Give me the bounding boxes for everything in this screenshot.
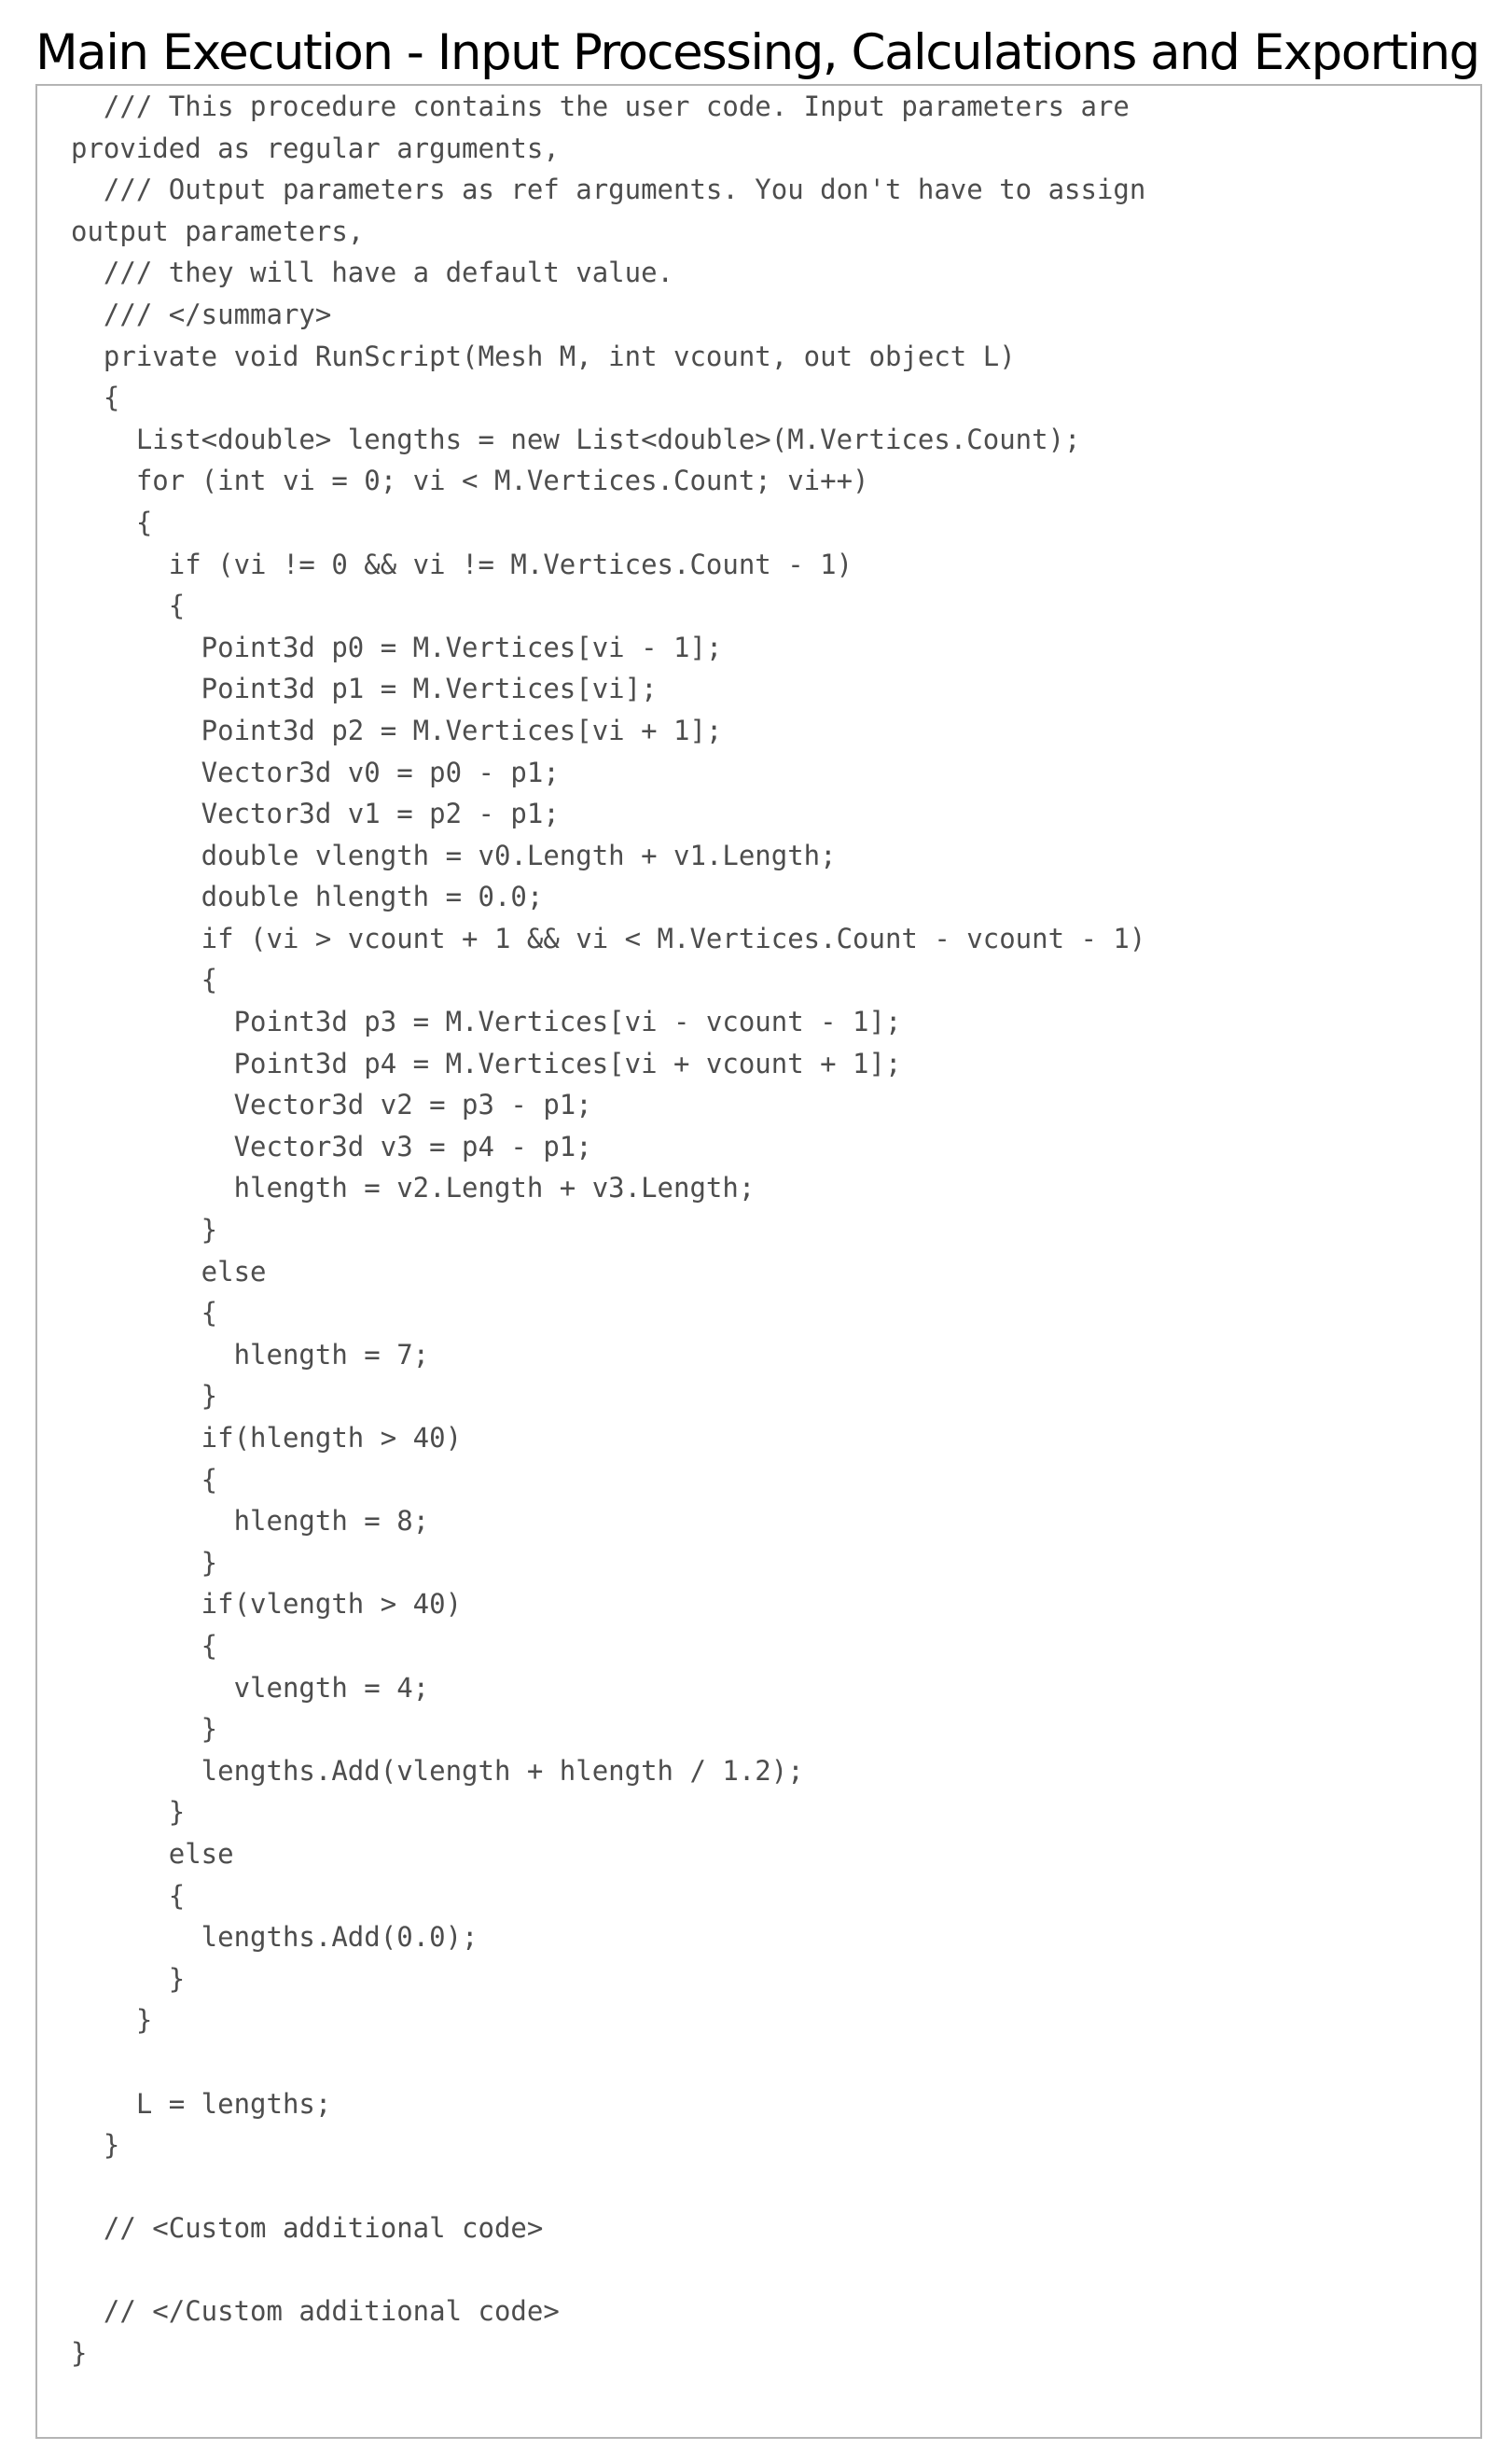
page-title: Main Execution - Input Processing, Calculations and Exporting [35, 24, 1479, 81]
code-line [71, 2249, 1470, 2291]
code-line: } [71, 1546, 218, 1579]
code-line: } [71, 2337, 88, 2370]
code-line: { [71, 382, 120, 414]
code-line: } [71, 1214, 218, 1246]
code-line: { [71, 1879, 186, 1912]
code-line: if (vi > vcount + 1 && vi < M.Vertices.Count - vcount - 1) [71, 922, 1146, 954]
code-line: vlength = 4; [71, 1671, 430, 1704]
code-line: } [71, 2129, 120, 2162]
code-line: /// This procedure contains the user code. Input parameters are [71, 90, 1130, 122]
code-line: } [71, 1796, 186, 1829]
code-line: else [71, 1255, 267, 1288]
code-line: lengths.Add(0.0); [71, 1921, 479, 1954]
code-line: /// Output parameters as ref arguments. You don't have to assign [71, 174, 1146, 206]
code-line: { [71, 1629, 218, 1662]
code-line: Vector3d v1 = p2 - p1; [71, 798, 560, 830]
code-line: } [71, 1380, 218, 1413]
code-line: provided as regular arguments, [71, 132, 560, 164]
code-line: // <Custom additional code> [71, 2212, 544, 2245]
code-line: } [71, 2004, 153, 2037]
code-line: Vector3d v2 = p3 - p1; [71, 1089, 592, 1121]
code-line: /// they will have a default value. [71, 257, 674, 289]
code-line: Vector3d v0 = p0 - p1; [71, 756, 560, 788]
code-line: Vector3d v3 = p4 - p1; [71, 1130, 592, 1162]
code-line [71, 2041, 1470, 2083]
code-line: if(hlength > 40) [71, 1422, 463, 1454]
code-line: Point3d p2 = M.Vertices[vi + 1]; [71, 714, 723, 746]
code-line: private void RunScript(Mesh M, int vcount, out object L) [71, 340, 1016, 372]
code-line: L = lengths; [71, 2087, 332, 2120]
code-line: { [71, 590, 186, 622]
code-line: Point3d p4 = M.Vertices[vi + vcount + 1]; [71, 1047, 902, 1079]
code-line: } [71, 1962, 186, 1995]
code-line: hlength = 8; [71, 1505, 430, 1538]
code-line: // </Custom additional code> [71, 2295, 560, 2328]
code-line: } [71, 1713, 218, 1746]
code-line: hlength = 7; [71, 1338, 430, 1371]
code-line: if (vi != 0 && vi != M.Vertices.Count - 1) [71, 548, 853, 580]
code-panel [35, 84, 1482, 2439]
code-line: Point3d p3 = M.Vertices[vi - vcount - 1]; [71, 1006, 902, 1038]
code-line: if(vlength > 40) [71, 1588, 463, 1621]
code-block [71, 86, 1470, 2374]
code-line: double vlength = v0.Length + v1.Length; [71, 839, 837, 871]
code-line: { [71, 964, 218, 996]
code-line: lengths.Add(vlength + hlength / 1.2); [71, 1754, 804, 1787]
code-line: double hlength = 0.0; [71, 881, 544, 913]
code-line: Point3d p1 = M.Vertices[vi]; [71, 673, 658, 705]
code-line: { [71, 1297, 218, 1329]
code-line: Point3d p0 = M.Vertices[vi - 1]; [71, 631, 723, 663]
code-line: { [71, 506, 153, 538]
code-line: hlength = v2.Length + v3.Length; [71, 1172, 756, 1204]
code-line: else [71, 1837, 234, 1870]
code-line: for (int vi = 0; vi < M.Vertices.Count; vi++) [71, 465, 869, 497]
code-line: { [71, 1463, 218, 1496]
code-line: List<double> lengths = new List<double>(M.Vertices.Count); [71, 423, 1081, 455]
code-line [71, 2166, 1470, 2208]
code-line: output parameters, [71, 215, 365, 247]
code-line: /// </summary> [71, 298, 332, 330]
